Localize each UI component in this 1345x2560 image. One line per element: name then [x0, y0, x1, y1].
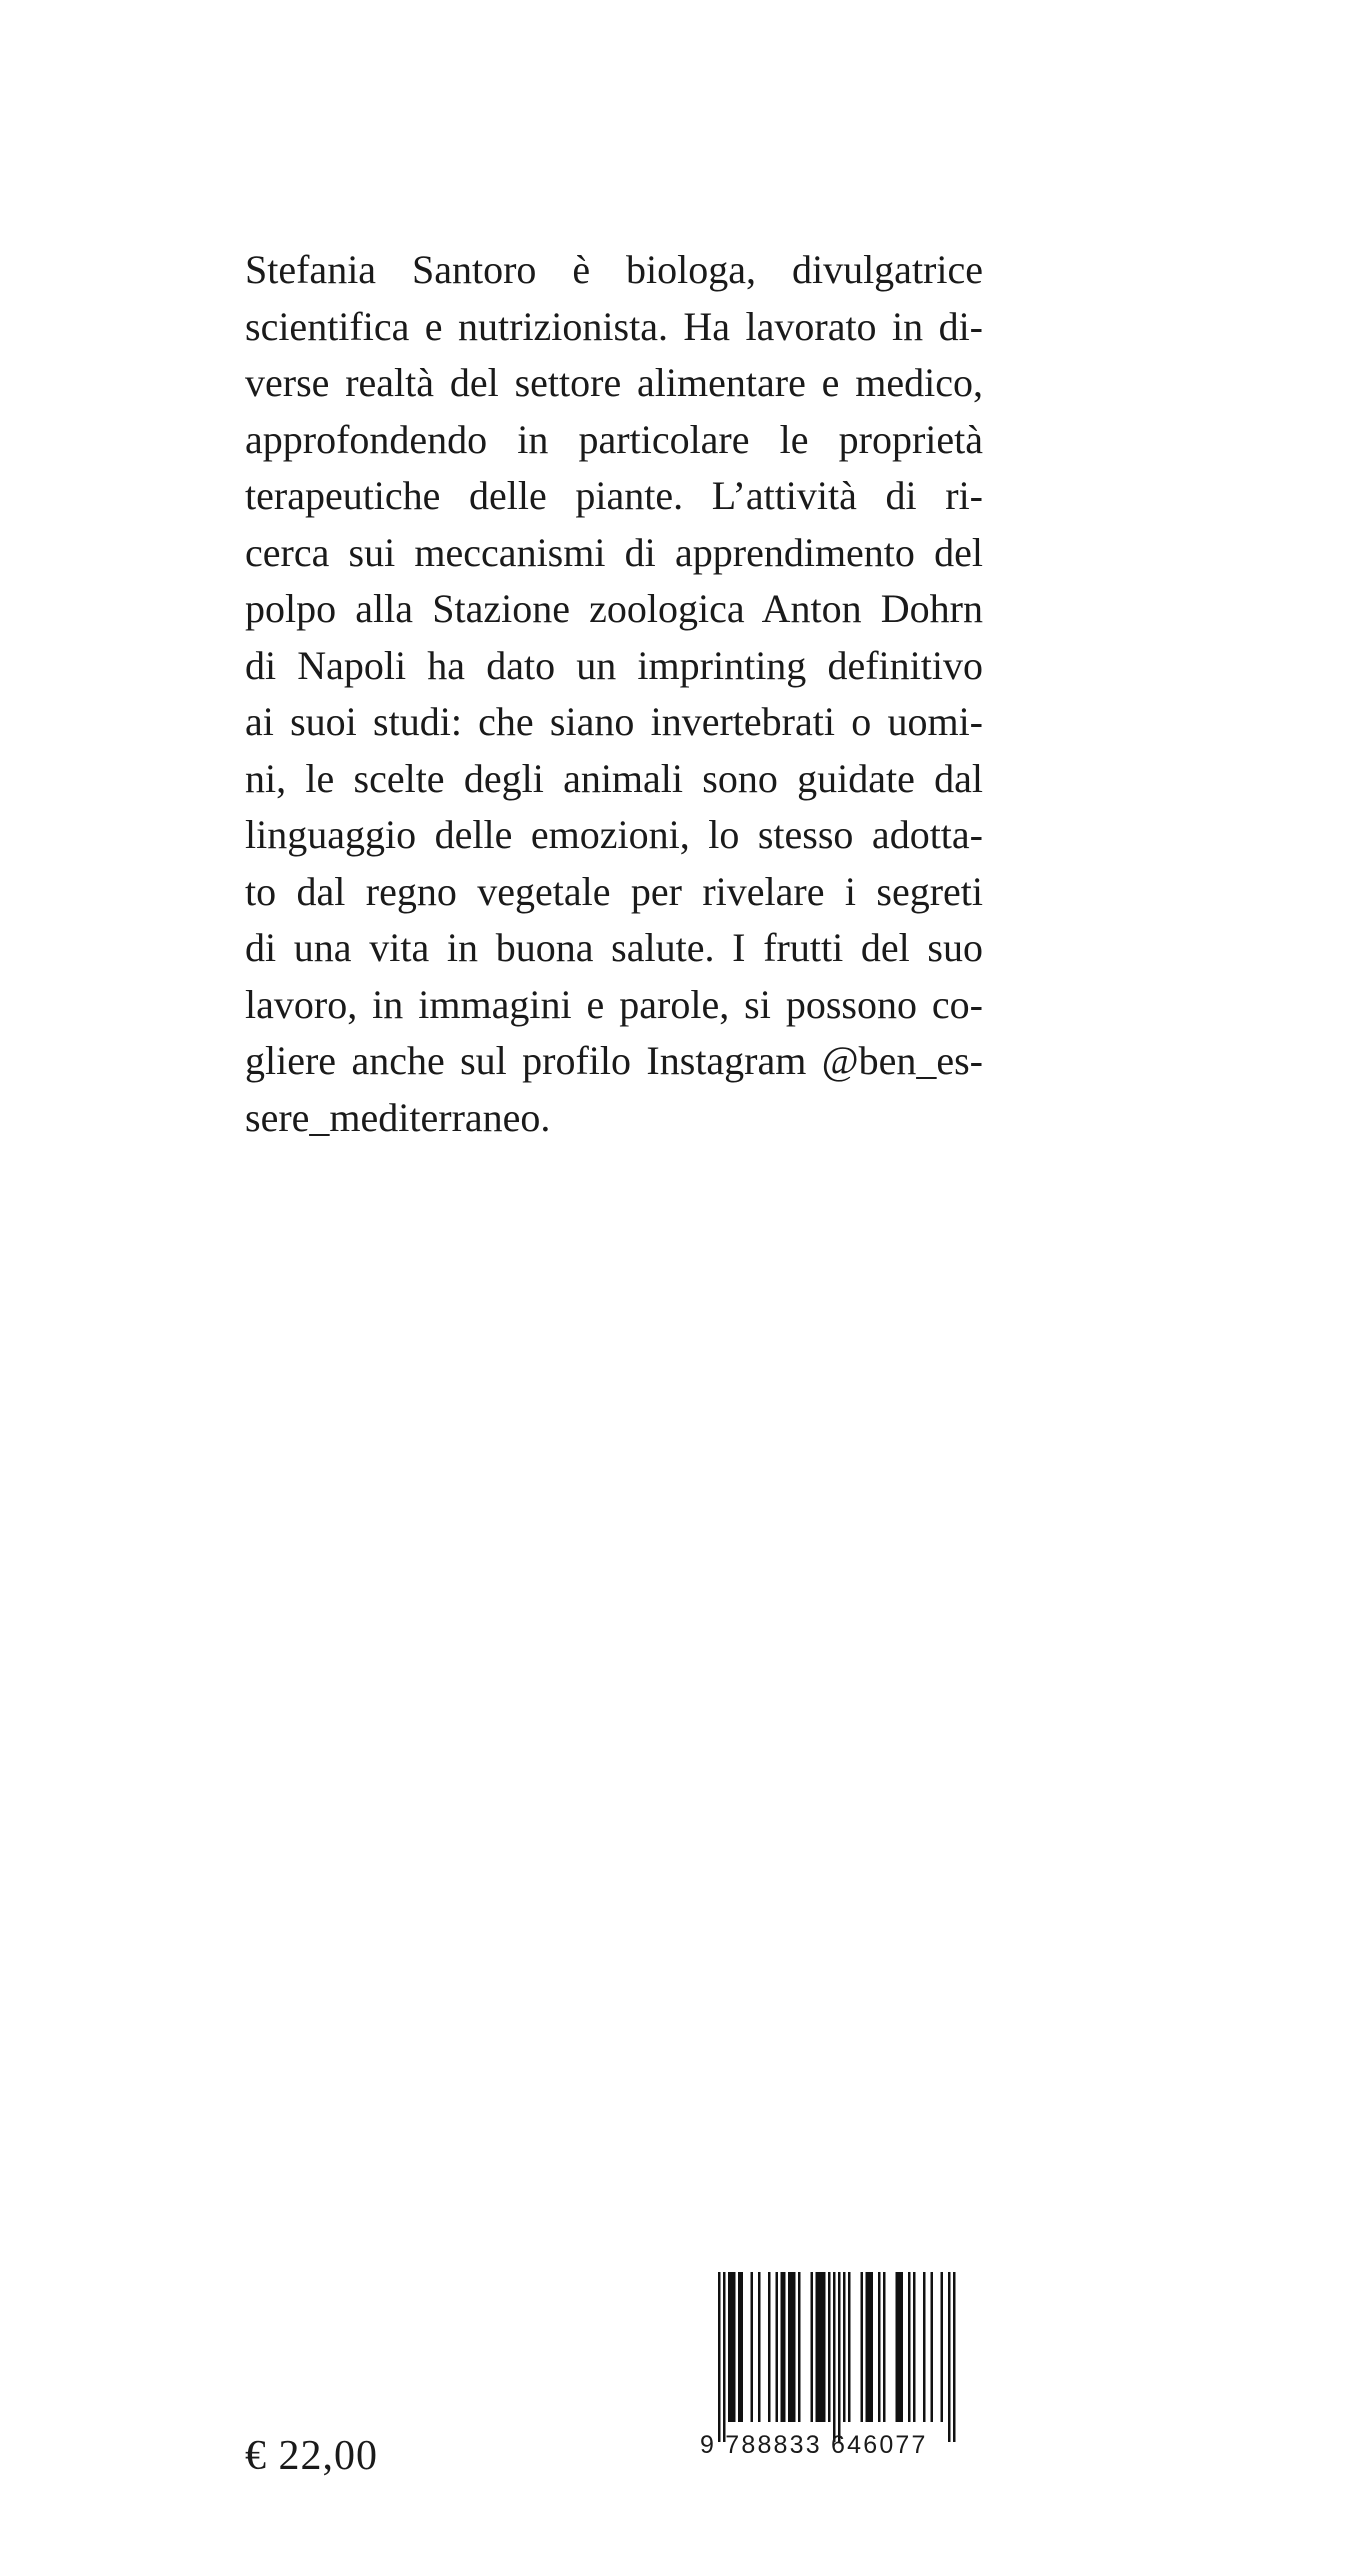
bio-line: Stefania Santoro è biologa, divulgatrice [245, 247, 983, 292]
bio-line: scientifica e nutrizionista. Ha lavorato in di- [245, 303, 983, 349]
bio-line: ni, le scelte degli animali sono guidate dal [245, 755, 983, 801]
barcode-bar [953, 2272, 956, 2442]
bio-line: gliere anche sul profilo Instagram @ben_es- [245, 1038, 983, 1083]
bio-line: sere_mediterraneo. [245, 1094, 551, 1140]
bio-line: ai suoi studi: che siano invertebrati o uomi- [245, 699, 983, 744]
bio-line: di Napoli ha dato un imprinting definitivo [245, 642, 983, 688]
price-label: € 22,00 [245, 2433, 378, 2479]
barcode-bar [816, 2272, 819, 2422]
bio-line: linguaggio delle emozioni, lo stesso adotta- [245, 812, 983, 857]
barcode-bar [913, 2272, 916, 2422]
barcode-bar [923, 2272, 926, 2422]
barcode-bar [788, 2272, 791, 2422]
barcode-bar [838, 2272, 841, 2442]
bio-line: verse realtà del settore alimentare e medico, [245, 360, 983, 405]
barcode-bar [781, 2272, 784, 2422]
barcode-bar [818, 2272, 821, 2422]
barcode-bar [783, 2272, 786, 2422]
barcode-bar [751, 2272, 754, 2422]
barcode-bar [896, 2272, 899, 2422]
barcode-bar [823, 2272, 826, 2422]
barcode-bar [883, 2272, 886, 2422]
barcode-bar [878, 2272, 881, 2422]
barcode-bar [898, 2272, 901, 2422]
barcode-bar [791, 2272, 794, 2422]
barcode-bar [866, 2272, 869, 2422]
barcode-bar [798, 2272, 801, 2422]
barcode-bar [776, 2272, 779, 2422]
barcode-bar [793, 2272, 796, 2422]
barcode-bar [738, 2272, 741, 2422]
barcode-bar [728, 2272, 731, 2422]
bio-line: approfondendo in particolare le proprietà [245, 416, 983, 462]
barcode-bar [758, 2272, 761, 2422]
barcode-bar [941, 2272, 944, 2422]
barcode-bar [848, 2272, 851, 2422]
barcode-bar [811, 2272, 814, 2422]
author-bio [245, 242, 983, 1146]
barcode-bar [723, 2272, 726, 2442]
barcode-bar [908, 2272, 911, 2422]
barcode-bar [731, 2272, 734, 2422]
barcode-bar [871, 2272, 874, 2422]
barcode-bar [948, 2272, 951, 2442]
bio-line: to dal regno vegetale per rivelare i segreti [245, 868, 983, 914]
bio-line: cerca sui meccanismi di apprendimento del [245, 529, 983, 575]
barcode-bar [828, 2272, 831, 2422]
barcode-bar [868, 2272, 871, 2422]
barcode-bar [833, 2272, 836, 2442]
bio-line: lavoro, in immagini e parole, si possono co- [245, 981, 983, 1027]
bio-line: di una vita in buona salute. I frutti del suo [245, 925, 983, 970]
barcode-bar [821, 2272, 824, 2422]
barcode-bar [931, 2272, 934, 2422]
barcode-bar [718, 2272, 721, 2442]
bio-line: polpo alla Stazione zoologica Anton Dohrn [245, 586, 983, 631]
barcode-bar [861, 2272, 864, 2422]
barcode-bar [741, 2272, 744, 2422]
barcode-bar [733, 2272, 736, 2422]
barcode-bar [901, 2272, 904, 2422]
barcode-bar [768, 2272, 771, 2422]
bio-line: terapeutiche delle piante. L’attività di ri- [245, 473, 983, 518]
barcode-bar [843, 2272, 846, 2422]
isbn-number: 9 788833 646077 [700, 2431, 928, 2459]
